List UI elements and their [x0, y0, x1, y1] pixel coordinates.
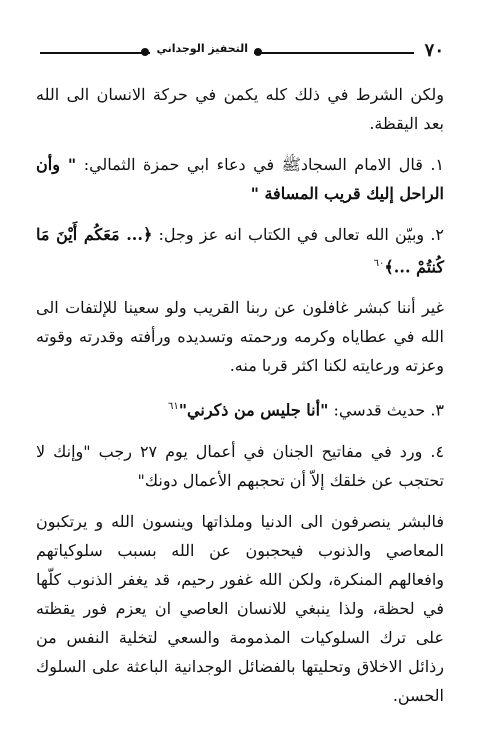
item-number: ٣. [430, 400, 444, 420]
footnote-marker: ٦١ [167, 401, 179, 413]
item-text: ورد في مفاتيح الجنان في أعمال يوم ٢٧ رجب [90, 441, 423, 461]
list-item [36, 437, 444, 495]
page-number: ٧٠ [424, 40, 444, 61]
body-paragraph: غير أننا كبشر غافلون عن ربنا القريب ولو سعينا للإلتفات الى الله في عطاياه وكرمه ورحمته وتسديده ورأفته وقدرته وقوته وعزته ورعايته لكنا اكثر قربا منه. [36, 298, 444, 376]
item-quote: ﴿... مَعَكُم أَيْنَ مَا كُنتُمْ ...﴾ [36, 225, 444, 277]
footnote-marker: ٦٠ [373, 258, 385, 269]
list-item [36, 220, 444, 281]
header-ornament-dot [141, 48, 149, 56]
item-text: وبيّن الله تعالى في الكتاب انه عز وجل: [152, 225, 425, 244]
item-quote: " وأن الراحل إليك قريب المسافة " [36, 155, 444, 203]
body-paragraph: فالبشر ينصرفون الى الدنيا وملذاتها وينسون الله و يرتكبون المعاصي والذنوب فيحجبون عن الله بسبب سلوكياتهم وافعالهم المنكرة، ولكن الله غفور رحيم، قد يغفر الذنوب كلّها في لحظة، ولذا ينبغي للانسان العاصي ان يعزم فور يقظته على ترك السلوكيات المذمومة والسعي لتخلية النفس من رذائل الاخلاق وتحليتها بالفضائل الوجدانية الباعثة على السلوك الحسن. [36, 511, 444, 705]
honorific-glyph: ﷺ [281, 155, 301, 174]
item-quote: "وإنك لا تحتجب عن خلقك إلاّ أن تحجبهم الأعمال دونك" [36, 441, 444, 490]
item-quote: "أنا جليس من ذكرني" [178, 400, 329, 420]
item-text: في دعاء ابي حمزة الثمالي: [76, 155, 282, 174]
page-header [40, 40, 444, 62]
header-ornament-dot [254, 48, 262, 56]
intro-paragraph: ولكن الشرط في ذلك كله يكمن في حركة الانسان الى الله بعد اليقظة. [36, 85, 444, 133]
item-number: ٤. [430, 441, 445, 461]
body-text [36, 80, 444, 722]
list-item [36, 392, 444, 424]
item-number: ١. [430, 155, 445, 174]
list-item [36, 150, 444, 208]
item-text: قال الامام السجاد [300, 155, 423, 174]
running-title: التحفيز الوجداني [150, 42, 254, 55]
item-text: حديث قدسي: [328, 400, 426, 420]
item-number: ٢. [430, 225, 445, 244]
